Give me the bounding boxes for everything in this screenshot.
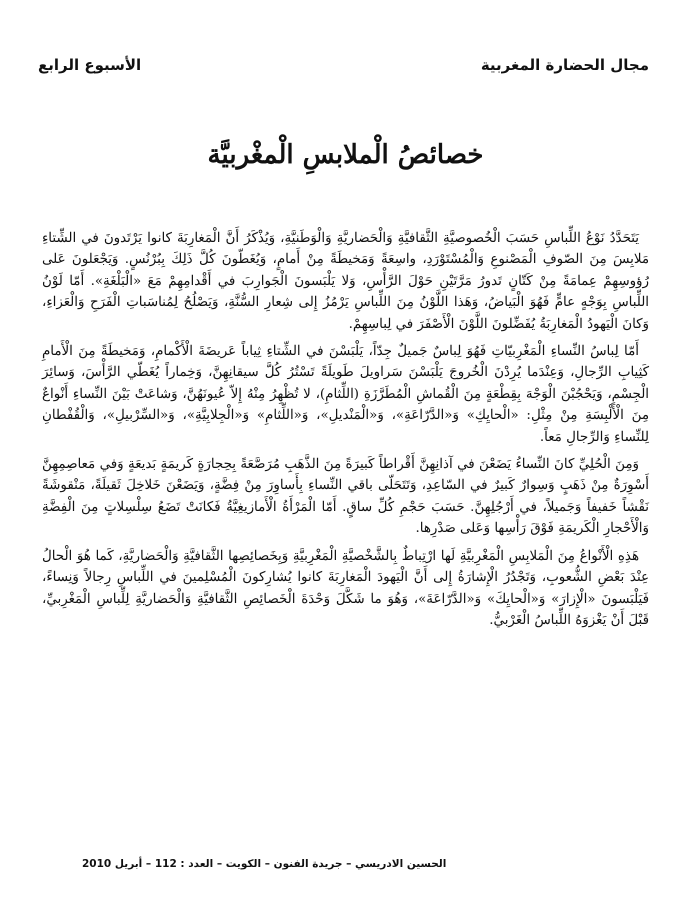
week-label: الأسبوع الرابع [38,56,142,74]
paragraph: هَذِهِ الْأَنْواعُ مِنَ الْمَلابِسِ الْمَغْرِبيَّةِ لَها ارْتِباطٌ بِالشَّخْصيَّةِ الْمَغْرِبيَّةِ وَبِخَصائِصِها الثَّقافيَّةِ وَالْحَضاريَّةِ، كَما هُوَ الْحالُ عِنْدَ بَعْضِ الشُّعوبِ، وَتَجْدُرُ الْإِشارَةُ إِلى أَنَّ الْيَهودَ الْمَغارِبَةَ كانوا يُشارِكونَ الْمُسْلِمينَ في اللِّباسِ رِجالاً وَنِساءً، فَيَلْبَسونَ «الْإِزارَ» وَ«الْحايِكَ» وَ«الدَّرّاعَةَ»، وَهُوَ ما شَكَّلَ وَحْدَةَ الْخَصائِصِ الثَّقافيَّةِ وَالْحَضاريَّةِ لِلِّباسِ الْمَغْرِبيِّ، قَبْلَ أَنْ يَغْزوَهُ اللِّباسُ الْغَرْبيُّ. [42,548,649,628]
page-header [38,56,649,74]
paragraph: يَتَحَدَّدُ نَوْعُ اللِّباسِ حَسَبَ الْخُصوصيَّةِ الثَّقافيَّةِ وَالْحَضاريَّةِ وَالْوَطَنيَّةِ، وَيُذْكَرُ أَنَّ الْمَغارِبَةَ كانوا يَرْتَدونَ في الشِّتاءِ مَلابِسَ مِنَ الصّوفِ الْمَصْنوعِ وَالْمُسْتَوْرَدِ، واسِعَةً وَمَخيطَةً مِنْ أَمامٍ، وَيُغَطّونَ كُلَّ ذَلِكَ بِبُرْنُسٍ. وَيَجْعَلونَ عَلى رُؤوسِهِمْ عِمامَةً مِنْ كَتّانٍ تَدورُ مَرَّتَيْنِ حَوْلَ الرَّأْسِ، وَلا يَلْبَسونَ الْجَوارِبَ في أَقْدامِهِمْ مَعَ «الْبَلْغَةِ». أَمّا لَوْنُ اللِّباسِ بِوَجْهٍ عامٍّ فَهُوَ الْبَياضُ، وَهَذا اللَّوْنُ مِنَ اللِّباسِ يَرْمُزُ إِلى شِعارِ السُّنَّةِ، وَيَصْلُحُ لِمُناسَباتِ الْفَرَحِ وَالْعَزاءِ، وَكانَ الْيَهودُ الْمَغارِبَةُ يُفَضِّلونَ اللَّوْنَ الْأَصْفَرَ في لِباسِهِمْ. [42,231,649,332]
page-title: خصائصُ الْملابسِ الْمغْربيَّة [207,140,484,170]
source-citation: الحسين الادريسي – جريدة الفنون – الكويت – العدد : 112 – أبريل 2010 [82,858,447,870]
paragraph: وَمِنَ الْحُلِيِّ كانَ النِّساءُ يَضَعْنَ في آذانِهِنَّ أَقْراطاً كَبيرَةً مِنَ الذَّهَبِ مُرَصَّعَةً بِحِجارَةٍ كَريمَةٍ بَديعَةٍ وَفي مَعاصِمِهِنَّ أَسْوِرَةٌ مِنْ ذَهَبٍ وَسِوارٌ كَبيرٌ في السّاعِدِ، وَتَتَحَلّى باقي النِّساءِ بِأَساوِرَ مِنْ فِضَّةٍ، وَيَضَعْنَ خَلاخِلَ ثَقيلَةً، مَنْقوشَةً نَقْشاً خَفيفاً وَجَميلاً، في أَرْجُلِهِنَّ. حَسَبَ حَجْمِ كُلِّ ساقٍ. أَمّا الْمَرْأَةُ الْأَمازيغِيَّةُ فَكانَتْ تَضَعُ سِلْسِلاتٍ مِنَ الْفِضَّةِ وَالْأَحْجارِ الْكَريمَةِ فَوْقَ رَأْسِها وَعَلى صَدْرِها. [42,457,649,537]
paragraph: أَمّا لِباسُ النِّساءِ الْمَغْرِبيّاتِ فَهُوَ لِباسٌ جَميلٌ جِدّاً، يَلْبَسْنَ في الشِّتاءِ ثِياباً عَريضَةَ الْأَكْمامِ، وَمَخيطَةً مِنَ الْأَمامِ كَثِيابِ الرِّجالِ، وَعِنْدَما يُرِدْنَ الْخُروجَ يَلْبَسْنَ سَراويلَ طَويلَةً تَسْتُرُ كُلَّ سيقانِهِنَّ، وَخِماراً يُغَطّي الرَّأْسَ، وَسائِرَ الْجِسْمِ، وَيَحْجُبْنَ الْوَجْهَ بِقِطْعَةٍ مِنَ الْقُماشِ الْمُطَرَّزَةِ (اللِّثامِ)، لا تُظْهِرُ مِنْهُ إِلاّ عُيونَهُنَّ، وَشاعَتْ بَيْنَ النِّساءِ أَنْواعٌ مِنَ الْأَلْبِسَةِ مِنْ مِثْلِ: «الْحايِكِ» وَ«الدَّرّاعَةِ»، وَ«الْمَنْديلِ»، وَ«اللِّثامِ» وَ«الْجِلابِيَّةِ»، وَ«السِّرْبيلِ»، وَالْقُفْطانِ لِلنِّساءِ وَالرِّجالِ مَعاً. [42,344,649,445]
domain-label: مجال الحضارة المغربية [480,56,649,74]
article-body [42,228,649,637]
